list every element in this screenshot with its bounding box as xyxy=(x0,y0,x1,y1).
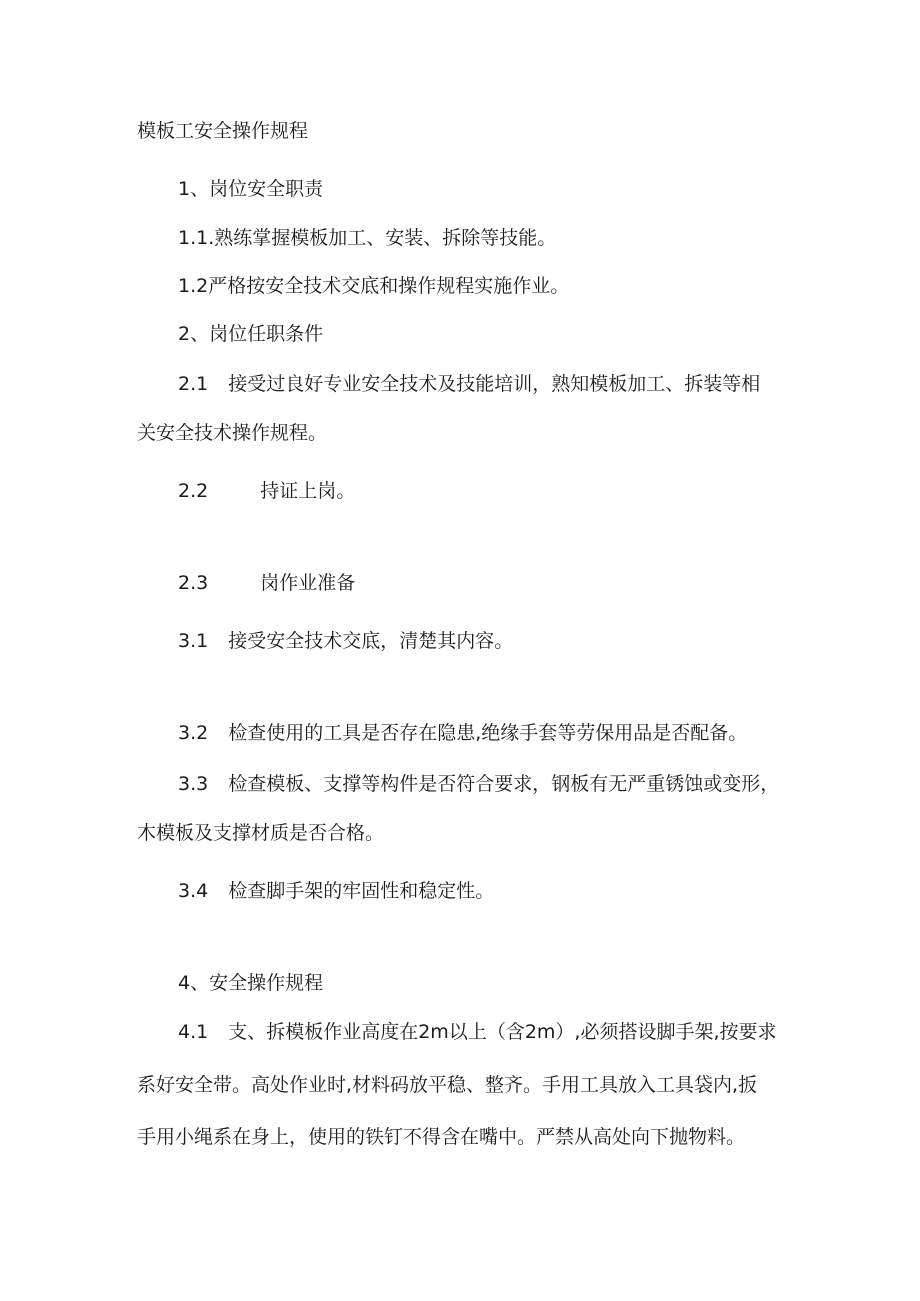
clause-4-1-line1 xyxy=(178,1019,838,1045)
section-heading-4: 4、安全操作规程 xyxy=(178,972,324,994)
clause-1-1: 1.1.熟练掌握模板加工、安装、拆除等技能。 xyxy=(178,227,557,249)
clause-text: 接受安全技术交底，清楚其内容。 xyxy=(228,630,514,652)
clause-2-2 xyxy=(178,478,838,504)
section-heading-1: 1、岗位安全职责 xyxy=(178,178,324,200)
clause-number: 3.2 xyxy=(178,722,209,744)
clause-text: 检查脚手架的牢固性和稳定性。 xyxy=(228,880,495,902)
section-heading-2: 2、岗位任职条件 xyxy=(178,323,324,345)
clause-4-1-line2: 系好安全带。高处作业时,材料码放平稳、整齐。手用工具放入工具袋内,扳 xyxy=(137,1074,758,1096)
clause-4-1-line3: 手用小绳系在身上，使用的铁钉不得含在嘴中。严禁从高处向下抛物料。 xyxy=(137,1126,746,1148)
clause-3-3-line2: 木模板及支撑材质是否合格。 xyxy=(137,822,385,844)
clause-text: 接受过良好专业安全技术及技能培训，熟知模板加工、拆装等相 xyxy=(228,373,761,395)
clause-text: 检查模板、支撑等构件是否符合要求，钢板有无严重锈蚀或变形， xyxy=(228,773,780,795)
clause-text: 支、拆模板作业高度在2m以上（含2m）,必须搭设脚手架,按要求 xyxy=(228,1021,777,1043)
clause-number: 2.2 xyxy=(178,480,209,502)
clause-number: 4.1 xyxy=(178,1021,209,1043)
clause-2-1-line2: 关安全技术操作规程。 xyxy=(137,422,328,444)
clause-text: 岗作业准备 xyxy=(260,572,356,594)
clause-number: 2.3 xyxy=(178,572,209,594)
clause-number: 3.1 xyxy=(178,630,209,652)
clause-text: 持证上岗。 xyxy=(260,480,356,502)
clause-3-1 xyxy=(178,628,838,654)
clause-1-2: 1.2严格按安全技术交底和操作规程实施作业。 xyxy=(178,275,570,297)
clause-3-2 xyxy=(178,720,838,746)
clause-number: 2.1 xyxy=(178,373,209,395)
clause-3-4 xyxy=(178,878,838,904)
clause-3-3-line1 xyxy=(178,771,838,797)
clause-number: 3.4 xyxy=(178,880,209,902)
clause-2-3 xyxy=(178,570,838,596)
document-title: 模板工安全操作规程 xyxy=(137,120,309,142)
clause-text: 检查使用的工具是否存在隐患,绝缘手套等劳保用品是否配备。 xyxy=(228,722,748,744)
clause-number: 3.3 xyxy=(178,773,209,795)
clause-2-1-line1 xyxy=(178,371,838,397)
